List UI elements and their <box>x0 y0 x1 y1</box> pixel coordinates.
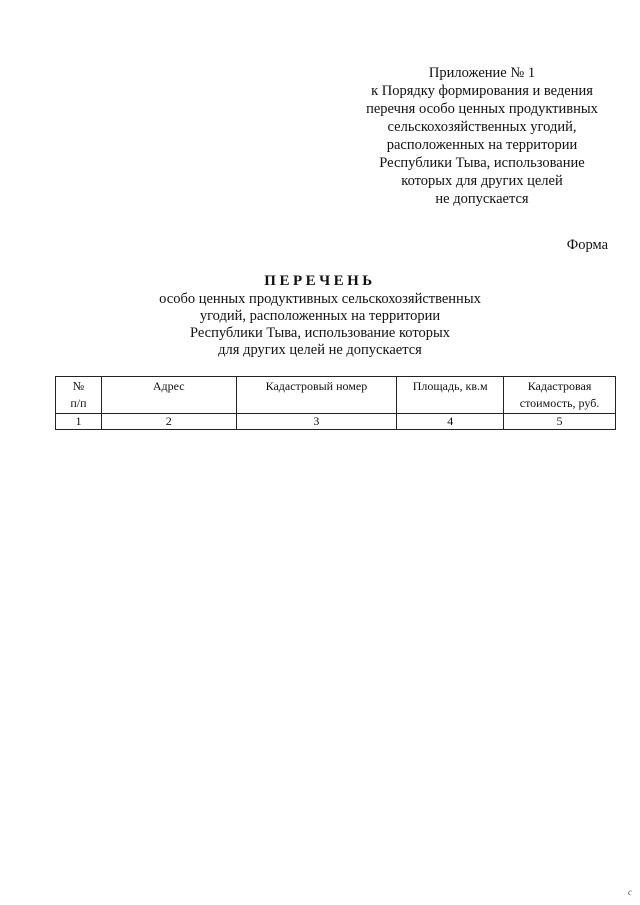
header-cell-cadastral-number <box>236 377 397 414</box>
appendix-line: расположенных на территории <box>386 137 578 153</box>
appendix-line: которых для других целей <box>401 173 563 189</box>
table-header-row <box>56 377 616 414</box>
header-text: Площадь, кв.м <box>412 379 488 393</box>
column-number-cell: 3 <box>236 414 397 430</box>
appendix-line: Республики Тыва, использование <box>379 155 585 171</box>
header-text: Кадастровый номер <box>265 379 368 393</box>
appendix-line: не допускается <box>435 191 529 207</box>
header-cell-area <box>397 377 504 414</box>
header-cell-address <box>101 377 236 414</box>
title-line: особо ценных продуктивных сельскохозяйственных <box>159 291 481 307</box>
header-text: п/п <box>70 396 87 410</box>
column-number-cell: 5 <box>504 414 616 430</box>
form-label: Форма <box>566 237 608 253</box>
appendix-line: Приложение № 1 <box>428 65 536 81</box>
column-number-cell: 4 <box>397 414 504 430</box>
appendix-line: перечня особо ценных продуктивных <box>366 101 598 117</box>
header-cell-cadastral-value <box>504 377 616 414</box>
appendix-line: сельскохозяйственных угодий, <box>387 119 577 135</box>
register-table <box>55 376 616 430</box>
title-line: угодий, расположенных на территории <box>199 308 441 324</box>
scan-corner-mark: с <box>628 887 632 897</box>
appendix-block <box>352 64 612 208</box>
column-number-cell: 1 <box>56 414 102 430</box>
title-heading: ПЕРЕЧЕНЬ <box>264 273 376 289</box>
title-line: Республики Тыва, использование которых <box>189 325 451 341</box>
header-text: Адрес <box>152 379 185 393</box>
header-cell-number <box>56 377 102 414</box>
title-line: для других целей не допускается <box>218 342 422 358</box>
header-text: № <box>72 379 85 393</box>
column-number-cell: 2 <box>101 414 236 430</box>
appendix-line: к Порядку формирования и ведения <box>371 83 593 99</box>
table-number-row <box>56 414 616 430</box>
header-text: стоимость, руб. <box>519 396 600 410</box>
header-text: Кадастровая <box>527 379 592 393</box>
document-title <box>0 272 640 359</box>
